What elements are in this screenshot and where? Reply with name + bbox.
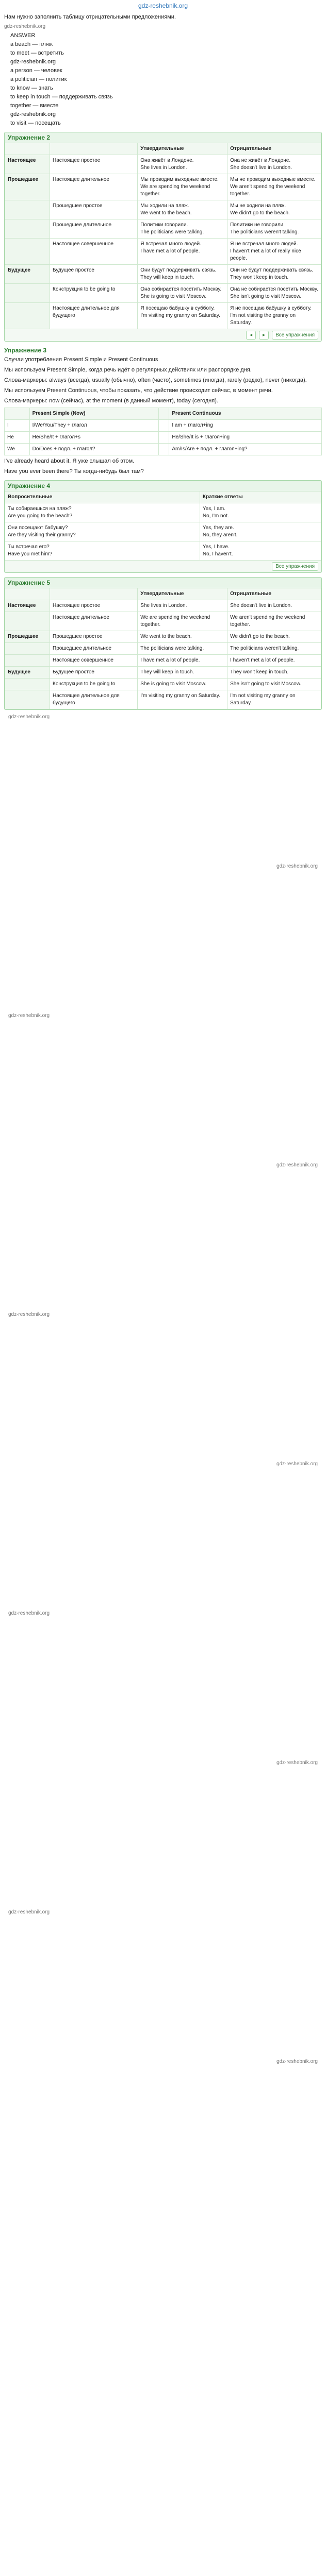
vocab-item: to know — знать xyxy=(10,85,53,92)
table-row xyxy=(5,690,321,709)
affirmative-ru: Я встречал много людей. xyxy=(140,241,201,247)
negative-cell: I'm not visiting my granny on Saturday. xyxy=(227,690,321,709)
watermark: gdz-reshebnik.org xyxy=(8,714,50,720)
negative-cell: I haven't met a lot of people. xyxy=(227,655,321,667)
question-ru: Ты встречал его? xyxy=(8,544,50,550)
negative-en: We didn't go to the beach. xyxy=(230,210,290,216)
table-header-cell: Отрицательные xyxy=(227,588,321,600)
affirmative-cell xyxy=(138,155,227,174)
table-header-row xyxy=(5,588,321,600)
table-row xyxy=(5,679,321,690)
vocab-item: a politician — политик xyxy=(10,76,67,83)
tense-cell xyxy=(5,679,50,690)
table-row xyxy=(5,174,321,200)
negative-cell xyxy=(227,155,321,174)
affirmative-en: She lives in London. xyxy=(140,165,187,171)
exercise-footer xyxy=(5,329,321,341)
answer-yes: Yes, I am. xyxy=(202,506,225,512)
negative-ru: Мы не ходили на пляж. xyxy=(230,203,286,209)
affirmative-ru: Мы проводим выходные вместе. xyxy=(140,177,219,183)
all-exercises-button[interactable]: Все упражнения xyxy=(272,562,318,571)
question-cell xyxy=(5,503,200,522)
answer-yes: Yes, I have. xyxy=(202,544,230,550)
answer-cell xyxy=(200,522,321,541)
table-header-cell xyxy=(5,588,50,600)
negative-ru: Она не живёт в Лондоне. xyxy=(230,158,291,164)
affirmative-cell xyxy=(138,284,227,303)
affirmative-cell: The politicians were talking. xyxy=(138,643,227,655)
grammar-table xyxy=(5,588,321,709)
affirmative-cell: We are spending the weekend together. xyxy=(138,612,227,631)
negative-cell xyxy=(227,303,321,329)
question-en: Have you met him? xyxy=(8,551,53,557)
vocab-list xyxy=(10,31,322,128)
form-cell: Настоящее простое xyxy=(50,155,138,174)
table-cell: He xyxy=(5,432,30,444)
form-cell: Конструкция to be going to xyxy=(50,284,138,303)
watermark: gdz-reshebnik.org xyxy=(276,1760,318,1766)
affirmative-cell xyxy=(138,239,227,265)
negative-cell: The politicians weren't talking. xyxy=(227,643,321,655)
all-exercises-button[interactable]: Все упражнения xyxy=(272,331,318,340)
negative-ru: Политики не говорили. xyxy=(230,222,285,228)
negative-en: The politicians weren't talking. xyxy=(230,229,299,235)
affirmative-cell xyxy=(138,200,227,219)
tense-cell xyxy=(5,690,50,709)
table-cell: He/She/It + глагол+s xyxy=(29,432,158,444)
form-cell: Настоящее длительное для будущего xyxy=(50,303,138,329)
affirmative-cell xyxy=(138,174,227,200)
site-header[interactable]: gdz-reshebnik.org xyxy=(138,2,188,9)
watermark: gdz-reshebnik.org xyxy=(276,1162,318,1168)
table-cell: We xyxy=(5,444,30,455)
vocab-header: ANSWER xyxy=(10,32,36,39)
table-row xyxy=(5,667,321,679)
table-cell: Am/Is/Are + подл. + глагол+ing? xyxy=(169,444,322,455)
negative-cell xyxy=(227,200,321,219)
question-en: Are they visiting their granny? xyxy=(8,532,76,538)
negative-cell xyxy=(227,284,321,303)
form-cell: Прошедшее простое xyxy=(50,200,138,219)
question-cell xyxy=(5,522,200,541)
negative-en: She isn't going to visit Moscow. xyxy=(230,294,302,300)
watermark-area xyxy=(4,714,322,2260)
negative-en: We aren't spending the weekend together. xyxy=(230,184,305,197)
tense-cell xyxy=(5,219,50,239)
form-cell: Прошедшее простое xyxy=(50,631,138,643)
table-row xyxy=(5,503,321,522)
table-row xyxy=(5,612,321,631)
table-cell xyxy=(158,432,169,444)
affirmative-ru: Она собирается посетить Москву. xyxy=(140,286,222,293)
exercise-title: Упражнение 4 xyxy=(5,481,321,491)
tense-cell xyxy=(5,284,50,303)
vocab-item: to meet — встретить xyxy=(10,50,64,57)
tense-cell: Прошедшее xyxy=(5,174,50,200)
table-body xyxy=(5,600,321,709)
negative-en: I'm not visiting the granny on Saturday. xyxy=(230,313,296,326)
table-body xyxy=(5,503,321,561)
question-ru: Ты собираешься на пляж? xyxy=(8,506,72,512)
vocab-item: gdz-reshebnik.org xyxy=(10,59,56,65)
affirmative-ru: Я посещаю бабушку в субботу. xyxy=(140,306,215,312)
affirmative-cell xyxy=(138,265,227,284)
table-header-cell: Present Simple (Now) xyxy=(29,408,158,420)
affirmative-ru: Они будут поддерживать связь. xyxy=(140,267,217,274)
questions-table xyxy=(5,491,321,561)
form-cell: Настоящее совершенное xyxy=(50,655,138,667)
affirmative-en: We are spending the weekend together. xyxy=(140,184,210,197)
form-cell: Будущее простое xyxy=(50,265,138,284)
affirmative-en: They will keep in touch. xyxy=(140,275,194,281)
table-header-cell xyxy=(50,588,138,600)
affirmative-en: She is going to visit Moscow. xyxy=(140,294,207,300)
table-cell xyxy=(158,444,169,455)
negative-en: I haven't met a lot of really nice people. xyxy=(230,248,301,262)
watermark: gdz-reshebnik.org xyxy=(276,1461,318,1467)
affirmative-cell: I have met a lot of people. xyxy=(138,655,227,667)
answer-no: No, they aren't. xyxy=(202,532,238,538)
table-header-row xyxy=(5,408,322,420)
exercise-title: Упражнение 2 xyxy=(5,132,321,143)
negative-ru: Они не будут поддерживать связь. xyxy=(230,267,314,274)
negative-cell xyxy=(227,239,321,265)
negative-ru: Я не встречал много людей. xyxy=(230,241,298,247)
table-header-cell: Вопросительные xyxy=(5,492,200,503)
tense-cell: Прошедшее xyxy=(5,631,50,643)
table-header-row xyxy=(5,492,321,503)
table-row xyxy=(5,219,321,239)
table-cell xyxy=(158,420,169,432)
negative-cell: We aren't spending the weekend together. xyxy=(227,612,321,631)
exercise-footer xyxy=(5,561,321,572)
form-cell: Настоящее длительное xyxy=(50,174,138,200)
vocab-item: together — вместе xyxy=(10,103,59,109)
watermark: gdz-reshebnik.org xyxy=(4,23,46,29)
table-row xyxy=(5,420,322,432)
table-cell: I xyxy=(5,420,30,432)
affirmative-cell: We went to the beach. xyxy=(138,631,227,643)
table-row xyxy=(5,239,321,265)
affirmative-en: I'm visiting my granny on Saturday. xyxy=(140,313,220,319)
table-row xyxy=(5,631,321,643)
form-cell: Настоящее совершенное xyxy=(50,239,138,265)
table-header-cell: Отрицательные xyxy=(227,143,321,155)
paragraph: Случаи употребления Present Simple и Present Continuous xyxy=(4,357,158,363)
affirmative-en: We went to the beach. xyxy=(140,210,192,216)
table-row xyxy=(5,200,321,219)
negative-ru: Она не собирается посетить Москву. xyxy=(230,286,318,293)
table-row xyxy=(5,541,321,561)
prev-button[interactable]: ◂ xyxy=(246,331,256,340)
table-body xyxy=(5,155,321,329)
form-cell: Настоящее простое xyxy=(50,600,138,612)
table-cell: I am + глагол+ing xyxy=(169,420,322,432)
table-row xyxy=(5,155,321,174)
vocab-item: a person — человек xyxy=(10,67,62,74)
answer-cell xyxy=(200,503,321,522)
negative-ru: Я не посещаю бабушку в субботу. xyxy=(230,306,312,312)
question-ru: Они посещают бабушку? xyxy=(8,525,68,531)
table-row xyxy=(5,284,321,303)
affirmative-ru: Политики говорили. xyxy=(140,222,188,228)
table-row xyxy=(5,444,322,455)
tense-cell xyxy=(5,239,50,265)
affirmative-ru: Она живёт в Лондоне. xyxy=(140,158,194,164)
negative-cell: She isn't going to visit Moscow. xyxy=(227,679,321,690)
table-header-cell: Утвердительные xyxy=(138,143,227,155)
table-row xyxy=(5,655,321,667)
watermark: gdz-reshebnik.org xyxy=(8,1013,50,1019)
table-header-row xyxy=(5,143,321,155)
form-cell: Прошедшее длительное xyxy=(50,219,138,239)
watermark: gdz-reshebnik.org xyxy=(8,1312,50,1318)
table-row xyxy=(5,265,321,284)
tense-cell xyxy=(5,643,50,655)
form-cell: Настоящее длительное для будущего xyxy=(50,690,138,709)
affirmative-cell xyxy=(138,303,227,329)
watermark: gdz-reshebnik.org xyxy=(276,2059,318,2065)
table-cell: He/She/It is + глагол+ing xyxy=(169,432,322,444)
answer-no: No, I haven't. xyxy=(202,551,233,557)
table-cell: I/We/You/They + глагол xyxy=(29,420,158,432)
paragraph: Слова-маркеры: now (сейчас), at the moment (в данный момент), today (сегодня). xyxy=(4,398,218,404)
form-cell: Прошедшее длительное xyxy=(50,643,138,655)
negative-cell: They won't keep in touch. xyxy=(227,667,321,679)
tense-cell: Настоящее xyxy=(5,600,50,612)
paragraph: Мы используем Present Simple, когда речь идёт о регулярных действиях или распорядке дня. xyxy=(4,367,252,374)
table-header-cell xyxy=(5,408,30,420)
affirmative-ru: Мы ходили на пляж. xyxy=(140,203,189,209)
negative-en: She doesn't live in London. xyxy=(230,165,292,171)
answer-no: No, I'm not. xyxy=(202,513,229,519)
table-row xyxy=(5,432,322,444)
table-row xyxy=(5,600,321,612)
grammar-table xyxy=(5,143,321,329)
vocab-item: a beach — пляж xyxy=(10,41,53,47)
exercise-block-3 xyxy=(4,577,322,710)
tense-comparison-table xyxy=(4,408,322,455)
tense-cell xyxy=(5,655,50,667)
section-title: Упражнение 3 xyxy=(4,347,46,354)
affirmative-en: I have met a lot of people. xyxy=(140,248,200,255)
question-cell xyxy=(5,541,200,561)
paragraph: Мы используем Present Continuous, чтобы показать, что действие происходит сейчас, в момент речи. xyxy=(4,387,273,394)
exercise-block-1 xyxy=(4,132,322,342)
table-header-cell xyxy=(50,143,138,155)
table-header-cell: Утвердительные xyxy=(138,588,227,600)
tense-cell xyxy=(5,612,50,631)
answer-cell xyxy=(200,541,321,561)
vocab-item: gdz-reshebnik.org xyxy=(10,111,56,118)
paragraph: Слова-маркеры: always (всегда), usually (обычно), often (часто), sometimes (иногда), rarely (редко), never (никогда). xyxy=(4,377,307,384)
table-header-cell xyxy=(5,143,50,155)
vocab-item: to keep in touch — поддерживать связь xyxy=(10,94,113,100)
negative-cell: We didn't go to the beach. xyxy=(227,631,321,643)
paragraph: Have you ever been there? Ты когда-нибудь был там? xyxy=(4,468,144,475)
table-row xyxy=(5,643,321,655)
tense-cell xyxy=(5,303,50,329)
affirmative-cell: They will keep in touch. xyxy=(138,667,227,679)
affirmative-cell: She lives in London. xyxy=(138,600,227,612)
next-button[interactable]: ▸ xyxy=(259,331,269,340)
intro-text: Нам нужно заполнить таблицу отрицательными предложениями. xyxy=(4,14,176,20)
tense-cell: Настоящее xyxy=(5,155,50,174)
exercise-title: Упражнение 5 xyxy=(5,578,321,588)
paragraph: I've already heard about it. Я уже слышал об этом. xyxy=(4,458,135,465)
negative-cell xyxy=(227,265,321,284)
negative-en: They won't keep in touch. xyxy=(230,275,289,281)
affirmative-cell xyxy=(138,219,227,239)
negative-cell xyxy=(227,219,321,239)
affirmative-en: The politicians were talking. xyxy=(140,229,204,235)
table-header-cell: Краткие ответы xyxy=(200,492,321,503)
table-row xyxy=(5,522,321,541)
affirmative-cell: She is going to visit Moscow. xyxy=(138,679,227,690)
answer-yes: Yes, they are. xyxy=(202,525,234,531)
negative-ru: Мы не проводим выходные вместе. xyxy=(230,177,316,183)
question-en: Are you going to the beach? xyxy=(8,513,73,519)
vocab-item: to visit — посещать xyxy=(10,120,61,127)
form-cell: Конструкция to be going to xyxy=(50,679,138,690)
negative-cell xyxy=(227,174,321,200)
affirmative-cell: I'm visiting my granny on Saturday. xyxy=(138,690,227,709)
watermark: gdz-reshebnik.org xyxy=(276,863,318,870)
exercise-block-2 xyxy=(4,480,322,573)
tense-cell xyxy=(5,200,50,219)
watermark: gdz-reshebnik.org xyxy=(8,1611,50,1617)
tense-cell: Будущее xyxy=(5,667,50,679)
form-cell: Настоящее длительное xyxy=(50,612,138,631)
table-header-cell: Present Continuous xyxy=(169,408,322,420)
table-row xyxy=(5,303,321,329)
table-header-cell xyxy=(158,408,169,420)
form-cell: Будущее простое xyxy=(50,667,138,679)
watermark: gdz-reshebnik.org xyxy=(8,1909,50,1916)
negative-cell: She doesn't live in London. xyxy=(227,600,321,612)
table-cell: Do/Does + подл. + глагол? xyxy=(29,444,158,455)
tense-cell: Будущее xyxy=(5,265,50,284)
